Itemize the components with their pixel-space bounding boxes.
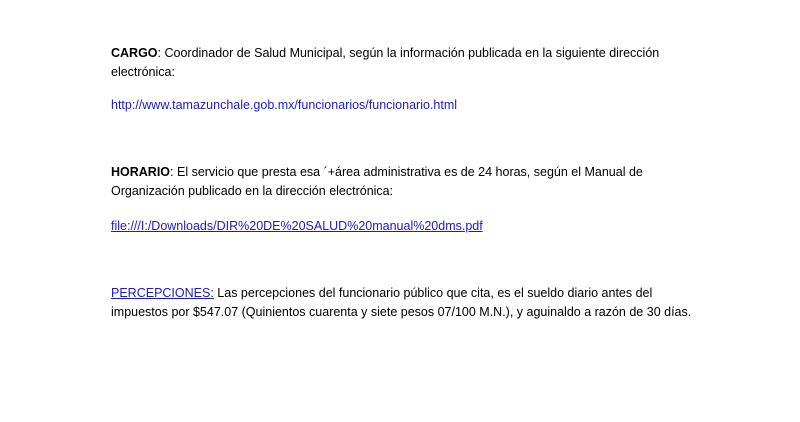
percepciones-text: Las percepciones del funcionario público que cita, es el sueldo diario antes del impuestos por $547.07 (Quinientos cuarenta y siete pesos 07/100 M.N.), y aguinaldo a razón de 30 días. [111, 286, 692, 319]
percepciones-label-link[interactable]: PERCEPCIONES: [111, 286, 214, 300]
cargo-paragraph [111, 44, 701, 82]
horario-url-link[interactable]: file:///I:/Downloads/DIR%20DE%20SALUD%20manual%20dms.pdf [111, 219, 483, 233]
cargo-label: CARGO [111, 46, 158, 60]
horario-label: HORARIO [111, 165, 171, 179]
cargo-text: : Coordinador de Salud Municipal, según la información publicada en la siguiente dirección electrónica: [111, 46, 660, 79]
cargo-link-paragraph [111, 96, 701, 115]
horario-text: : El servicio que presta esa ´+área administrativa es de 24 horas, según el Manual de Organización publicado en la dirección electrónica: [111, 165, 643, 198]
horario-link-paragraph [111, 217, 701, 236]
horario-paragraph [111, 163, 701, 201]
percepciones-paragraph [111, 284, 701, 322]
cargo-url-link[interactable]: http://www.tamazunchale.gob.mx/funcionarios/funcionario.html [111, 98, 458, 112]
